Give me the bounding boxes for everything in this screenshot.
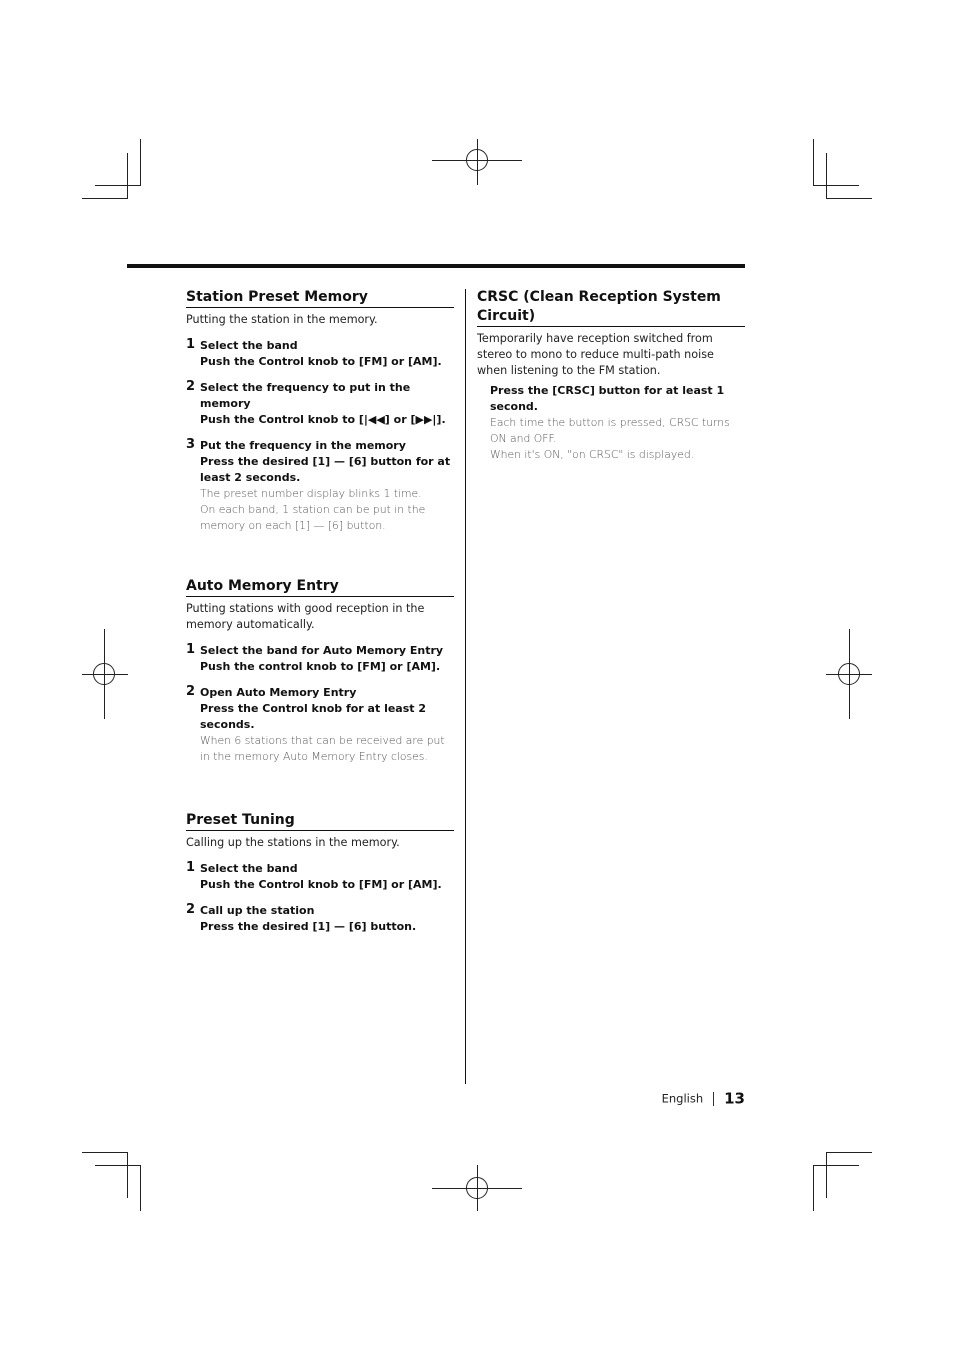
station-preset-section — [186, 288, 454, 534]
header-rule — [127, 264, 745, 268]
step-title: Select the band — [200, 862, 298, 875]
step-action: Press the desired [1] — [6] button for at least 2 seconds. — [200, 455, 451, 484]
step-number: 2 — [186, 379, 196, 394]
step-action: Press the [CRSC] button for at least 1 second. — [490, 384, 725, 413]
step-number: 1 — [186, 337, 196, 352]
section-intro: Putting the station in the memory. — [186, 313, 378, 326]
step-number: 2 — [186, 902, 196, 917]
step-item — [186, 903, 454, 935]
step-item — [186, 438, 454, 534]
left-column — [186, 288, 454, 935]
section-title: Station Preset Memory — [186, 288, 454, 308]
step-action: Push the Control knob to [FM] or [AM]. — [200, 355, 442, 368]
step-number: 1 — [186, 642, 196, 657]
step-item — [186, 861, 454, 893]
step-item — [186, 338, 454, 370]
step-title: Put the frequency in the memory — [200, 439, 406, 452]
preset-tuning-section — [186, 811, 454, 935]
step-item — [186, 643, 454, 675]
step-note: On each band, 1 station can be put in the memory on each [1] — [6] button. — [200, 503, 426, 532]
page-footer — [630, 1088, 745, 1108]
step-action: Press the Control knob for at least 2 seconds. — [200, 702, 427, 731]
step-title: Call up the station — [200, 904, 315, 917]
step-number: 3 — [186, 437, 196, 452]
step-note: When 6 stations that can be received are put in the memory Auto Memory Entry closes. — [200, 734, 445, 763]
column-divider — [465, 289, 466, 1084]
page-number: 13 — [724, 1089, 745, 1108]
crsc-section — [477, 288, 745, 463]
section-intro: Putting stations with good reception in the memory automatically. — [186, 602, 425, 631]
crsc-instruction-block — [477, 383, 745, 463]
step-note: When it's ON, "on CRSC" is displayed. — [490, 448, 695, 461]
step-item — [186, 380, 454, 428]
section-intro: Temporarily have reception switched from stereo to mono to reduce multi-path noise when listening to the FM station. — [477, 332, 714, 377]
footer-language: English — [661, 1091, 704, 1106]
right-column — [477, 288, 745, 463]
section-intro: Calling up the stations in the memory. — [186, 836, 400, 849]
step-note: The preset number display blinks 1 time. — [200, 487, 422, 500]
step-title: Select the band — [200, 339, 298, 352]
step-number: 2 — [186, 684, 196, 699]
step-title: Select the frequency to put in the memory — [200, 381, 411, 410]
section-title: CRSC (Clean Reception System Circuit) — [477, 288, 745, 327]
section-title: Preset Tuning — [186, 811, 454, 831]
footer-separator — [713, 1092, 714, 1106]
auto-memory-section — [186, 577, 454, 765]
step-title: Select the band for Auto Memory Entry — [200, 644, 444, 657]
step-action: Push the Control knob to [FM] or [AM]. — [200, 878, 442, 891]
section-title: Auto Memory Entry — [186, 577, 454, 597]
step-action: Push the Control knob to [|◀◀] or [▶▶|]. — [200, 413, 446, 426]
step-action: Push the control knob to [FM] or [AM]. — [200, 660, 441, 673]
step-action: Press the desired [1] — [6] button. — [200, 920, 417, 933]
step-item — [186, 685, 454, 765]
step-number: 1 — [186, 860, 196, 875]
step-title: Open Auto Memory Entry — [200, 686, 357, 699]
step-note: Each time the button is pressed, CRSC turns ON and OFF. — [490, 416, 730, 445]
